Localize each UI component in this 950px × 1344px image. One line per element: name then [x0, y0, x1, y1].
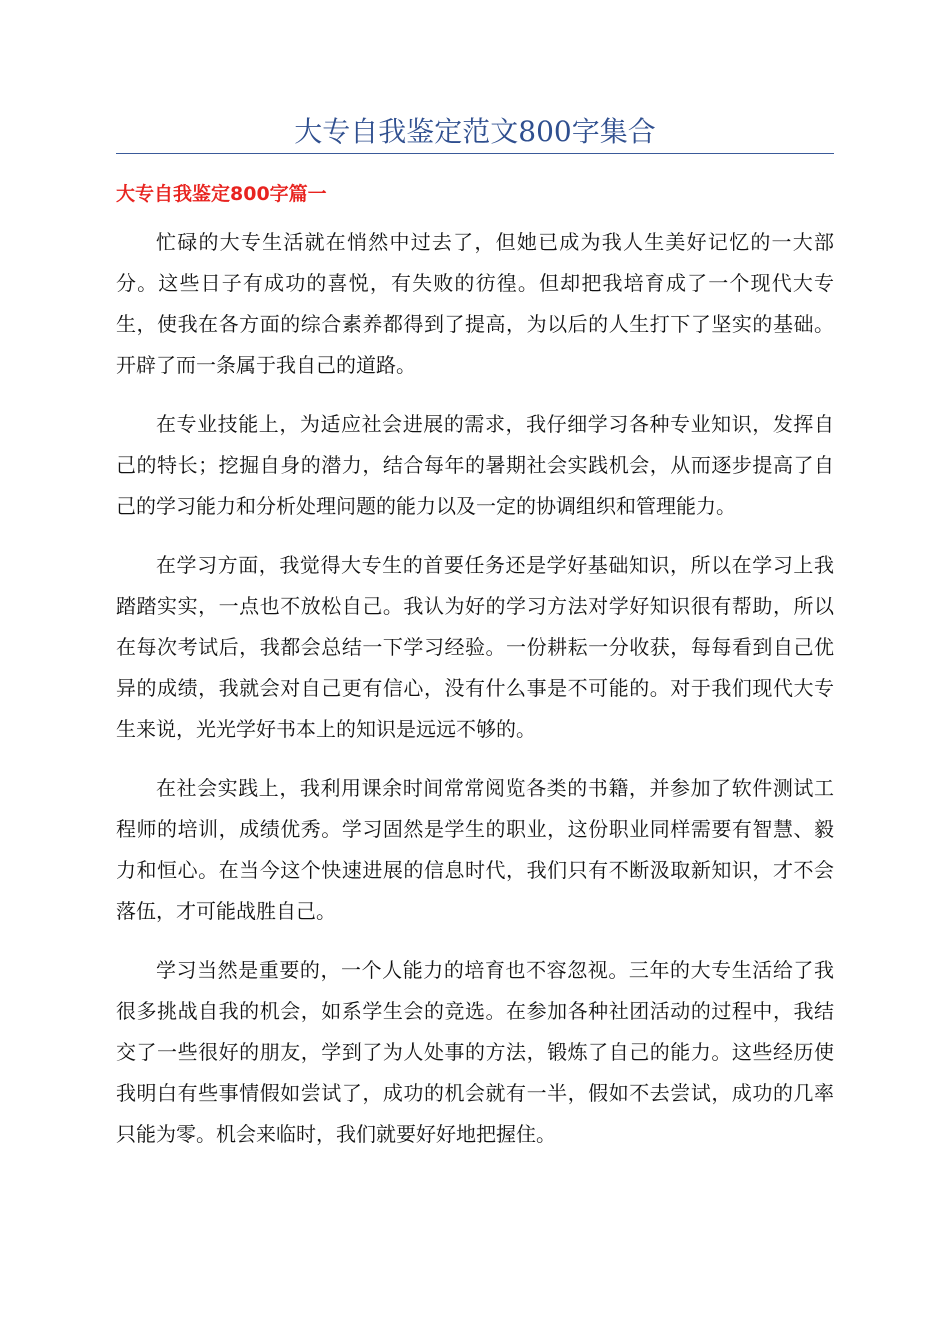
- paragraph-1: 忙碌的大专生活就在悄然中过去了，但她已成为我人生美好记忆的一大部分。这些日子有成功的喜悦，有失败的彷徨。但却把我培育成了一个现代大专生，使我在各方面的综合素养都得到了提高，为以后的人生打下了坚实的基础。开辟了而一条属于我自己的道路。: [116, 230, 834, 377]
- paragraph-3: 在学习方面，我觉得大专生的首要任务还是学好基础知识，所以在学习上我踏踏实实，一点也不放松自己。我认为好的学习方法对学好知识很有帮助，所以在每次考试后，我都会总结一下学习经验。一份耕耘一分收获，每每看到自己优异的成绩，我就会对自己更有信心，没有什么事是不可能的。对于我们现代大专生来说，光光学好书本上的知识是远远不够的。: [116, 553, 834, 741]
- title-underline: [116, 153, 834, 154]
- document-body: [116, 222, 834, 1173]
- section-heading: 大专自我鉴定800字篇一: [116, 183, 327, 205]
- document-title: 大专自我鉴定范文800字集合: [294, 115, 656, 148]
- paragraph-4: 在社会实践上，我利用课余时间常常阅览各类的书籍，并参加了软件测试工程师的培训，成绩优秀。学习固然是学生的职业，这份职业同样需要有智慧、毅力和恒心。在当今这个快速进展的信息时代，我们只有不断汲取新知识，才不会落伍，才可能战胜自己。: [116, 776, 834, 923]
- paragraph-2: 在专业技能上，为适应社会进展的需求，我仔细学习各种专业知识，发挥自己的特长；挖掘自身的潜力，结合每年的暑期社会实践机会，从而逐步提高了自己的学习能力和分析处理问题的能力以及一定的协调组织和管理能力。: [116, 412, 834, 518]
- paragraph-5: 学习当然是重要的，一个人能力的培育也不容忽视。三年的大专生活给了我很多挑战自我的机会，如系学生会的竞选。在参加各种社团活动的过程中，我结交了一些很好的朋友，学到了为人处事的方法，锻炼了自己的能力。这些经历使我明白有些事情假如尝试了，成功的机会就有一半，假如不去尝试，成功的几率只能为零。机会来临时，我们就要好好地把握住。: [116, 958, 834, 1146]
